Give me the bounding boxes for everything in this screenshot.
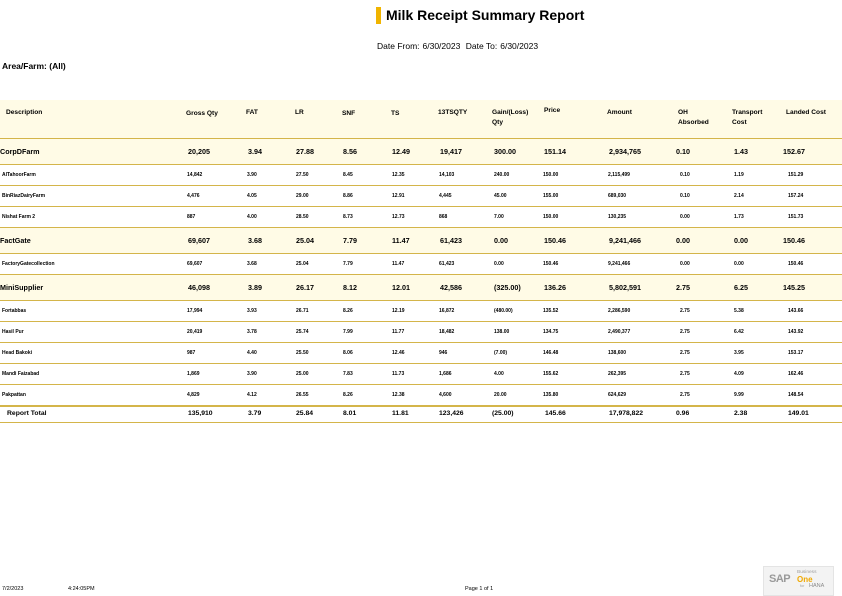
cell-transport: 3.95 <box>734 350 744 356</box>
cell-ts: 12.38 <box>392 392 405 398</box>
cell-lr: 26.55 <box>296 392 309 398</box>
page-info: Page 1 of 1 <box>465 586 494 592</box>
cell-gain: 4.00 <box>494 371 504 377</box>
cell-ts13: 16,872 <box>439 308 455 314</box>
cell-amount: 2,934,765 <box>609 147 641 156</box>
table-row <box>0 207 842 228</box>
cell-gross-qty: 20,419 <box>187 329 203 335</box>
cell-description: Pakpattan <box>2 392 26 398</box>
cell-oh: 0.10 <box>676 147 690 156</box>
logo-hana: HANA <box>809 583 825 589</box>
cell-oh: 0.10 <box>680 193 690 199</box>
cell-description: Mandi Faizabad <box>2 371 40 377</box>
table-row <box>0 186 842 207</box>
cell-snf: 8.26 <box>343 392 353 398</box>
cell-price: 135.52 <box>543 308 559 314</box>
cell-gain: 0.00 <box>494 261 504 267</box>
cell-lr: 26.17 <box>296 283 314 292</box>
cell-description: FactGate <box>0 236 31 245</box>
cell-oh: 2.75 <box>680 350 690 356</box>
cell-description: FactoryGatecollection <box>2 261 55 267</box>
cell-fat: 4.12 <box>247 392 257 398</box>
cell-landed: 145.25 <box>783 283 805 292</box>
cell-transport: 2.14 <box>734 193 744 199</box>
cell-landed: 151.73 <box>788 214 804 220</box>
cell-landed: 143.66 <box>788 308 804 314</box>
header-lr: LR <box>295 109 304 116</box>
cell-ts: 12.19 <box>392 308 405 314</box>
cell-gain: 300.00 <box>494 147 516 156</box>
cell-snf: 7.99 <box>343 329 353 335</box>
cell-snf: 8.12 <box>343 283 357 292</box>
cell-lr: 25.04 <box>296 261 309 267</box>
group-row <box>0 275 842 301</box>
cell-ts13: 868 <box>439 214 448 220</box>
table-row <box>0 254 842 275</box>
cell-fat: 3.78 <box>247 329 257 335</box>
cell-transport: 6.42 <box>734 329 744 335</box>
cell-ts13: 42,586 <box>440 283 462 292</box>
table-row <box>0 343 842 364</box>
table-row <box>0 364 842 385</box>
cell-price: 155.62 <box>543 371 559 377</box>
cell-price: 145.66 <box>545 410 566 417</box>
cell-oh: 2.75 <box>680 392 690 398</box>
cell-description: AlTahoorFarm <box>2 172 36 178</box>
cell-gross-qty: 987 <box>187 350 196 356</box>
cell-gain: 45.00 <box>494 193 507 199</box>
cell-oh: 0.00 <box>676 236 690 245</box>
header-price: Price <box>544 107 561 114</box>
cell-description: Nishat Farm 2 <box>2 214 36 220</box>
logo-business: Business <box>797 570 817 575</box>
sap-business-one-logo <box>763 566 834 596</box>
header-gross-qty: Gross Qty <box>186 110 218 117</box>
cell-fat: 3.79 <box>248 410 262 417</box>
header-gain-loss-qty: Gain/(Loss) Qty <box>492 109 529 126</box>
cell-oh: 2.75 <box>680 371 690 377</box>
header-ts: TS <box>391 110 400 117</box>
cell-oh: 0.96 <box>676 410 690 417</box>
cell-fat: 3.90 <box>247 172 257 178</box>
cell-amount: 138,600 <box>608 350 627 356</box>
cell-ts: 11.77 <box>392 329 405 335</box>
cell-price: 150.46 <box>544 236 566 245</box>
cell-fat: 3.93 <box>247 308 257 314</box>
cell-transport: 0.00 <box>734 236 748 245</box>
title-accent-bar <box>376 7 381 24</box>
cell-gross-qty: 17,994 <box>187 308 203 314</box>
cell-description: Report Total <box>7 410 47 417</box>
cell-price: 135.80 <box>543 392 559 398</box>
cell-ts: 12.46 <box>392 350 405 356</box>
cell-gross-qty: 4,476 <box>187 193 200 199</box>
cell-fat: 3.94 <box>248 147 262 156</box>
cell-price: 134.75 <box>543 329 559 335</box>
cell-price: 151.14 <box>544 147 566 156</box>
cell-ts13: 123,426 <box>439 410 464 417</box>
cell-ts13: 14,103 <box>439 172 455 178</box>
cell-gain: (325.00) <box>494 283 521 292</box>
cell-landed: 152.67 <box>783 147 805 156</box>
cell-price: 150.00 <box>543 172 559 178</box>
cell-amount: 130,235 <box>608 214 627 220</box>
cell-description: MiniSupplier <box>0 283 44 292</box>
cell-fat: 3.89 <box>248 283 262 292</box>
cell-amount: 624,629 <box>608 392 627 398</box>
cell-gross-qty: 135,910 <box>188 410 213 417</box>
cell-lr: 29.00 <box>296 193 309 199</box>
cell-fat: 3.90 <box>247 371 257 377</box>
cell-ts13: 61,423 <box>439 261 455 267</box>
cell-description: Fortabbas <box>2 308 27 314</box>
cell-transport: 5.38 <box>734 308 744 314</box>
cell-snf: 8.26 <box>343 308 353 314</box>
cell-snf: 8.73 <box>343 214 353 220</box>
cell-snf: 8.06 <box>343 350 353 356</box>
cell-transport: 0.00 <box>734 261 744 267</box>
header-oh-absorbed: OH Absorbed <box>678 109 709 126</box>
cell-landed: 143.92 <box>788 329 804 335</box>
cell-price: 136.26 <box>544 283 566 292</box>
cell-gain: 7.00 <box>494 214 504 220</box>
cell-landed: 149.01 <box>788 410 809 417</box>
cell-lr: 25.04 <box>296 236 314 245</box>
cell-lr: 27.50 <box>296 172 309 178</box>
cell-fat: 4.40 <box>247 350 257 356</box>
cell-description: Head Bakoki <box>2 350 33 356</box>
cell-gross-qty: 69,607 <box>188 236 210 245</box>
cell-price: 146.48 <box>543 350 559 356</box>
cell-ts: 12.35 <box>392 172 405 178</box>
cell-amount: 2,490,377 <box>608 329 631 335</box>
table-row <box>0 322 842 343</box>
cell-transport: 4.09 <box>734 371 744 377</box>
cell-ts: 12.91 <box>392 193 405 199</box>
cell-snf: 7.83 <box>343 371 353 377</box>
cell-gross-qty: 20,205 <box>188 147 210 156</box>
cell-transport: 1.73 <box>734 214 744 220</box>
cell-price: 150.00 <box>543 214 559 220</box>
cell-transport: 1.19 <box>734 172 744 178</box>
table-row <box>0 301 842 322</box>
cell-ts: 11.47 <box>392 261 405 267</box>
cell-landed: 151.29 <box>788 172 804 178</box>
cell-lr: 26.71 <box>296 308 309 314</box>
cell-ts: 11.47 <box>392 236 410 245</box>
cell-oh: 2.75 <box>676 283 690 292</box>
cell-lr: 25.84 <box>296 410 314 417</box>
print-date: 7/2/2023 <box>2 586 24 592</box>
cell-ts13: 4,600 <box>439 392 452 398</box>
cell-oh: 0.00 <box>680 214 690 220</box>
total-row <box>0 406 842 423</box>
cell-landed: 150.46 <box>788 261 804 267</box>
cell-amount: 9,241,466 <box>608 261 631 267</box>
cell-gross-qty: 14,842 <box>187 172 203 178</box>
cell-landed: 157.24 <box>788 193 804 199</box>
cell-ts13: 1,686 <box>439 371 452 377</box>
date-from-value: 6/30/2023 <box>422 41 461 51</box>
cell-gross-qty: 46,098 <box>188 283 210 292</box>
cell-gain: 240.00 <box>494 172 510 178</box>
date-from-label: Date From: <box>377 41 420 51</box>
header-landed-cost: Landed Cost <box>786 109 826 116</box>
cell-snf: 8.01 <box>343 410 357 417</box>
cell-transport: 1.43 <box>734 147 748 156</box>
cell-gain: (25.00) <box>492 410 514 417</box>
cell-ts13: 4,445 <box>439 193 452 199</box>
cell-amount: 2,286,590 <box>608 308 631 314</box>
logo-for: for <box>800 584 805 588</box>
cell-ts: 11.81 <box>392 410 409 417</box>
cell-description: Hasil Pur <box>2 329 24 335</box>
cell-amount: 689,030 <box>608 193 627 199</box>
cell-description: BinRiazDairyFarm <box>2 193 46 199</box>
cell-gain: (480.00) <box>494 308 513 314</box>
header-13tsqty: 13TSQTY <box>438 109 468 116</box>
cell-snf: 8.45 <box>343 172 353 178</box>
cell-oh: 2.75 <box>680 308 690 314</box>
cell-lr: 25.00 <box>296 371 309 377</box>
cell-fat: 3.68 <box>247 261 257 267</box>
cell-fat: 4.05 <box>247 193 257 199</box>
table-row <box>0 165 842 186</box>
cell-gain: 138.00 <box>494 329 510 335</box>
table-row <box>0 385 842 406</box>
area-filter: Area/Farm: (All) <box>2 61 66 71</box>
table-body <box>0 139 842 423</box>
cell-transport: 2.38 <box>734 410 748 417</box>
cell-gross-qty: 887 <box>187 214 196 220</box>
cell-gross-qty: 4,829 <box>187 392 200 398</box>
cell-price: 150.46 <box>543 261 559 267</box>
header-description: Description <box>6 109 43 116</box>
date-range <box>377 41 541 52</box>
cell-fat: 4.00 <box>247 214 257 220</box>
cell-amount: 9,241,466 <box>609 236 641 245</box>
cell-gain: (7.00) <box>494 350 508 356</box>
cell-ts: 12.49 <box>392 147 410 156</box>
cell-snf: 8.56 <box>343 147 357 156</box>
cell-description: CorpDFarm <box>0 147 40 156</box>
cell-ts: 12.73 <box>392 214 405 220</box>
cell-snf: 8.86 <box>343 193 353 199</box>
print-time: 4:24:05PM <box>68 586 95 592</box>
logo-sap: SAP <box>769 573 791 585</box>
cell-landed: 148.54 <box>788 392 804 398</box>
cell-oh: 0.00 <box>680 261 690 267</box>
cell-snf: 7.79 <box>343 261 353 267</box>
logo-one: One <box>797 575 813 584</box>
cell-oh: 0.10 <box>680 172 690 178</box>
header-amount: Amount <box>607 109 632 116</box>
date-to-value: 6/30/2023 <box>500 41 539 51</box>
report-table <box>0 100 842 423</box>
header-transport-cost: Transport Cost <box>732 109 763 126</box>
cell-lr: 28.50 <box>296 214 309 220</box>
cell-landed: 162.46 <box>788 371 804 377</box>
cell-amount: 2,115,499 <box>608 172 630 178</box>
cell-ts13: 61,423 <box>440 236 462 245</box>
group-row <box>0 139 842 165</box>
cell-ts13: 19,417 <box>440 147 462 156</box>
cell-gross-qty: 1,869 <box>187 371 200 377</box>
table-header <box>0 100 842 139</box>
cell-gain: 0.00 <box>494 236 508 245</box>
cell-transport: 9.99 <box>734 392 744 398</box>
cell-transport: 6.25 <box>734 283 748 292</box>
date-to-label: Date To: <box>465 41 498 51</box>
cell-gain: 20.00 <box>494 392 507 398</box>
cell-ts13: 946 <box>439 350 448 356</box>
cell-ts13: 18,482 <box>439 329 455 335</box>
cell-price: 155.00 <box>543 193 559 199</box>
cell-gross-qty: 69,607 <box>187 261 203 267</box>
cell-ts: 12.01 <box>392 283 410 292</box>
group-row <box>0 228 842 254</box>
report-title: Milk Receipt Summary Report <box>386 7 585 23</box>
cell-fat: 3.68 <box>248 236 262 245</box>
cell-amount: 262,395 <box>608 371 627 377</box>
cell-amount: 17,978,822 <box>609 410 644 417</box>
cell-ts: 11.73 <box>392 371 405 377</box>
header-fat: FAT <box>246 109 258 116</box>
cell-landed: 153.17 <box>788 350 804 356</box>
header-snf: SNF <box>342 110 356 117</box>
cell-lr: 25.74 <box>296 329 309 335</box>
cell-snf: 7.79 <box>343 236 357 245</box>
cell-lr: 27.88 <box>296 147 314 156</box>
cell-lr: 25.50 <box>296 350 309 356</box>
cell-landed: 150.46 <box>783 236 805 245</box>
cell-oh: 2.75 <box>680 329 690 335</box>
cell-amount: 5,802,591 <box>609 283 641 292</box>
